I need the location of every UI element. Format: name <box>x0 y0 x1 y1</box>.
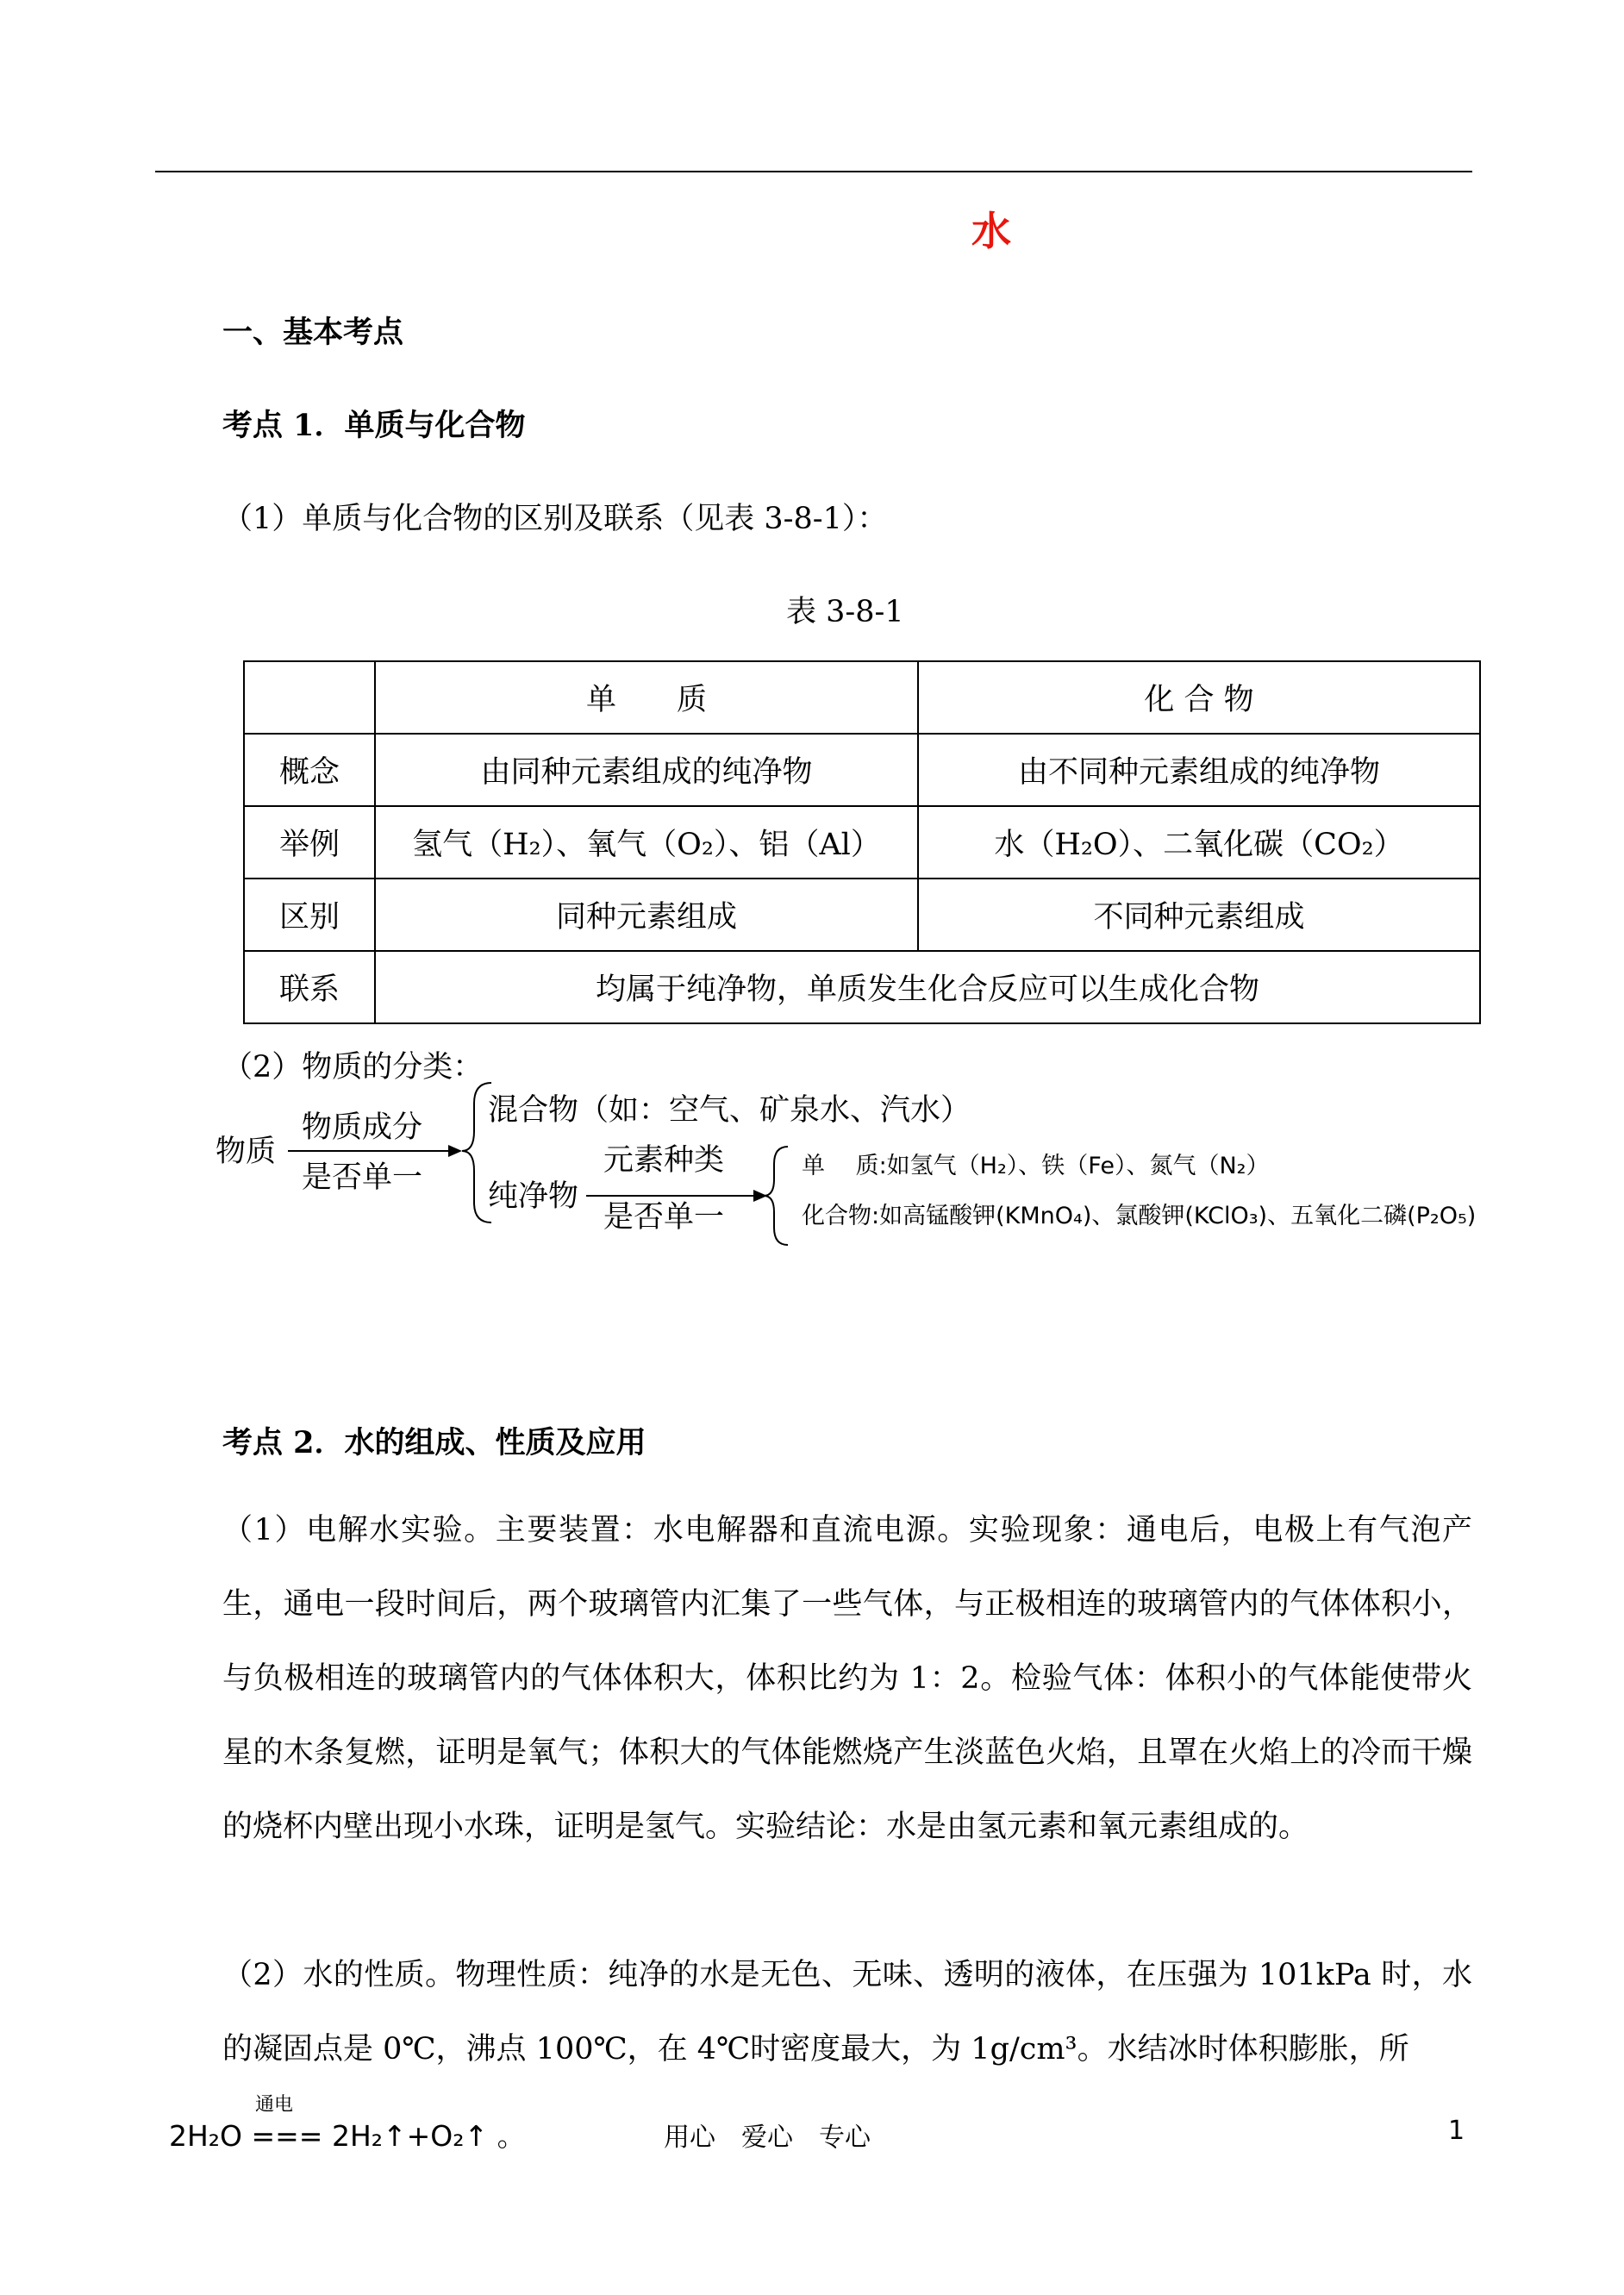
arrow2-bottom-label: 是否单一 <box>603 1200 725 1235</box>
table-caption: 表 3-8-1 <box>786 595 904 629</box>
row-label: 概念 <box>244 734 375 806</box>
water-properties-paragraph: （2）水的性质。物理性质：纯净的水是无色、无味、透明的液体，在压强为 101kPa 时，水的凝固点是 0℃，沸点 100℃，在 4℃时密度最大，为 1g/cm³。水结冰时体积膨胀，所 <box>222 1958 1472 2067</box>
table-header-cell: 化 合 物 <box>918 661 1480 734</box>
electrolysis-equation: 2H₂O === 2H₂↑+O₂↑ 。 <box>169 2119 526 2153</box>
row-cell: 不同种元素组成 <box>918 879 1480 951</box>
row-cell: 由同种元素组成的纯净物 <box>375 734 918 806</box>
footer-motto: 用心 爱心 专心 <box>664 2123 871 2153</box>
equation-condition: 通电 <box>255 2094 294 2116</box>
row-label: 联系 <box>244 951 375 1023</box>
brace2-icon <box>764 1147 788 1245</box>
page-title: 水 <box>971 208 1011 254</box>
arrow1-bottom-label: 是否单一 <box>302 1160 423 1195</box>
electrolysis-paragraph: （1）电解水实验。主要装置：水电解器和直流电源。实验现象：通电后，电极上有气泡产生，通电一段时间后，两个玻璃管内汇集了一些气体，与正极相连的玻璃管内的气体体积小，与负极相连的玻璃管内的气体体积大，体积比约为 1：2。检验气体：体积小的气体能使带火星的木条复燃，证明是氧气；体积大的气体能燃烧产生淡蓝色火焰，且罩在火焰上的冷而干燥的烧杯内壁出现小水珠，证明是氢气。实验结论：水是由氢元素和氧元素组成的。 <box>222 1513 1472 1844</box>
element-label: 单 质:如氢气（H₂）、铁（Fe）、氮气（N₂） <box>802 1153 1270 1179</box>
row-label: 区别 <box>244 879 375 951</box>
page-number: 1 <box>1448 2116 1465 2146</box>
row-cell: 水（H₂O）、二氧化碳（CO₂） <box>918 806 1480 879</box>
row-cell: 同种元素组成 <box>375 879 918 951</box>
table-header-cell: 单 质 <box>375 661 918 734</box>
row-label: 举例 <box>244 806 375 879</box>
row-cell: 由不同种元素组成的纯净物 <box>918 734 1480 806</box>
item2-text: （2）物质的分类： <box>222 1050 484 1085</box>
compound-label: 化合物:如高锰酸钾(KMnO₄)、氯酸钾(KClO₃)、五氧化二磷(P₂O₅) <box>802 1203 1477 1229</box>
arrow1-head <box>448 1145 462 1157</box>
diagram-root-label: 物质 <box>215 1135 277 1169</box>
section-heading: 一、基本考点 <box>222 315 404 350</box>
kaodian2-heading: 考点 2．水的组成、性质及应用 <box>222 1425 646 1460</box>
arrow2-top-label: 元素种类 <box>603 1143 725 1178</box>
row-cell-merged: 均属于纯净物，单质发生化合反应可以生成化合物 <box>375 951 1480 1023</box>
kaodian1-heading: 考点 1．单质与化合物 <box>222 408 526 443</box>
pure-substance-label: 纯净物 <box>488 1179 579 1214</box>
mixture-label: 混合物（如：空气、矿泉水、汽水） <box>488 1093 971 1128</box>
brace1-icon <box>462 1083 491 1223</box>
row-cell: 氢气（H₂）、氧气（O₂）、铝（Al） <box>375 806 918 879</box>
arrow1-top-label: 物质成分 <box>302 1110 423 1145</box>
item1-text: （1）单质与化合物的区别及联系（见表 3-8-1）： <box>222 502 888 536</box>
